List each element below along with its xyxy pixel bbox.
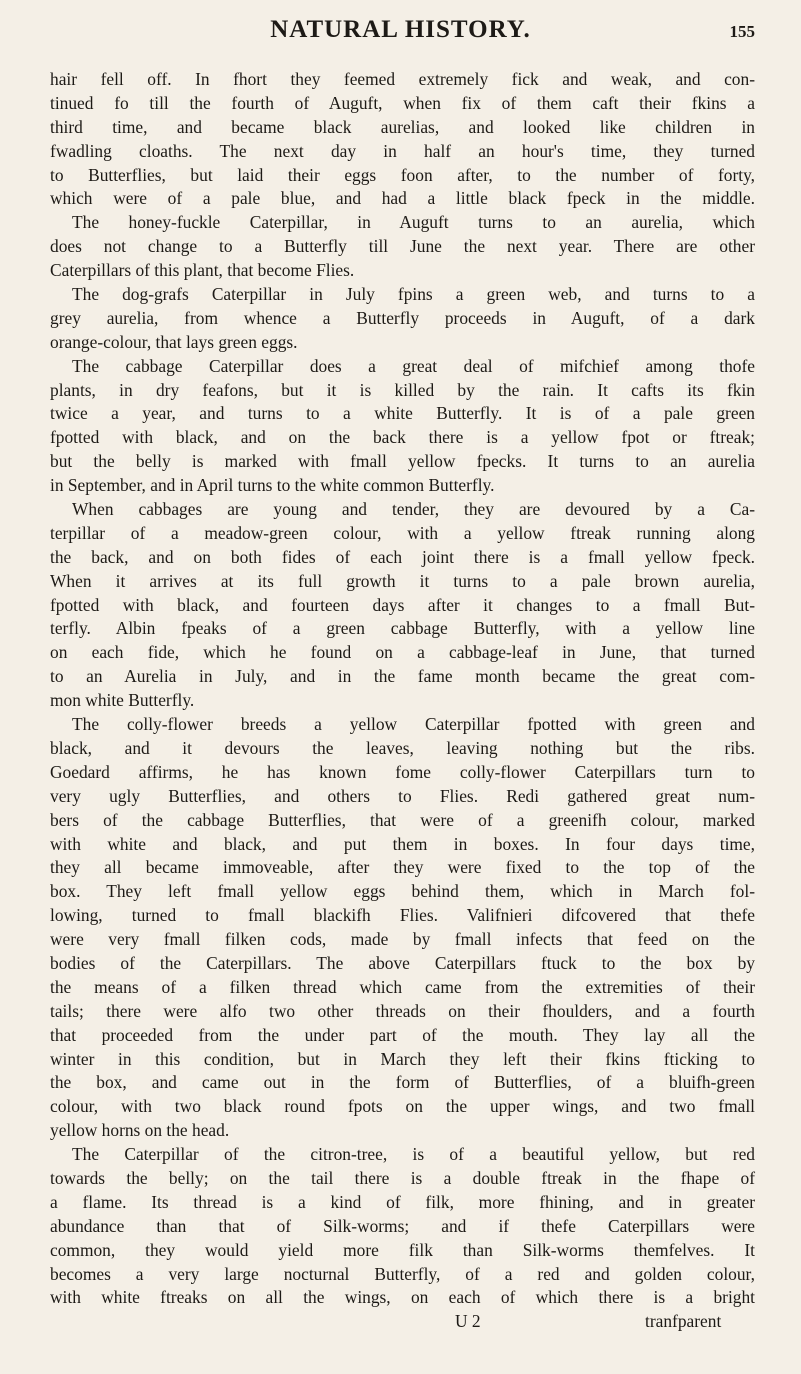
text-line: the box, and came out in the form of Butterflies, of a bluifh-green [50,1072,755,1093]
text-line: When cabbages are young and tender, they are devoured by a Ca- [72,499,755,520]
text-line: they all became immoveable, after they were fixed to the top of the [50,857,755,878]
text-line: which were of a pale blue, and had a little black fpeck in the middle. [50,188,755,209]
text-line: bers of the cabbage Butterflies, that were of a greenifh colour, marked [50,809,755,830]
text-line: winter in this condition, but in March they left their fkins fticking to [50,1048,755,1069]
text-line: tinued fo till the fourth of Auguft, when fix of them caft their fkins a [50,92,755,113]
text-line: terfly. Albin fpeaks of a green cabbage Butterfly, with a yellow line [50,618,755,639]
text-line: twice a year, and turns to a white Butterfly. It is of a pale green [50,403,755,424]
text-line: fpotted with black, and fourteen days after it changes to a fmall But- [50,594,755,615]
text-line: The Caterpillar of the citron-tree, is of a beautiful yellow, but red [72,1144,755,1165]
text-line: fwadling cloaths. The next day in half an hour's time, they turned [50,140,755,161]
text-line: When it arrives at its full growth it turns to a pale brown aurelia, [50,570,755,591]
text-line: abundance than that of Silk-worms; and if thefe Caterpillars were [50,1215,755,1236]
text-line: that proceeded from the under part of the mouth. They lay all the [50,1024,755,1045]
running-title: NATURAL HISTORY. [270,16,531,43]
text-line: tails; there were alfo two other threads on their fhoulders, and a fourth [50,1000,755,1021]
text-line: orange-colour, that lays green eggs. [50,331,298,352]
text-line: common, they would yield more filk than Silk-worms themfelves. It [50,1239,755,1260]
text-line: box. They left fmall yellow eggs behind them, which in March fol- [50,881,755,902]
text-line: becomes a very large nocturnal Butterfly, of a red and golden colour, [50,1263,755,1284]
text-line: The honey-fuckle Caterpillar, in Auguft turns to an aurelia, which [72,212,755,233]
text-line: hair fell off. In fhort they feemed extremely fick and weak, and con- [50,69,755,89]
text-line: to an Aurelia in July, and in the fame month became the great com- [50,666,755,687]
text-line: Goedard affirms, he has known fome colly-flower Caterpillars turn to [50,761,755,782]
text-line: towards the belly; on the tail there is a double ftreak in the fhape of [50,1167,755,1188]
text-line: with white ftreaks on all the wings, on each of which there is a bright [50,1287,755,1308]
text-line: The colly-flower breeds a yellow Caterpillar fpotted with green and [72,714,755,735]
body-text [50,68,755,1334]
text-line: very ugly Butterflies, and others to Flies. Redi gathered great num- [50,785,755,806]
text-line: were very fmall filken cods, made by fmall infects that feed on the [50,929,755,950]
text-line: grey aurelia, from whence a Butterfly proceeds in Auguft, of a dark [50,307,755,328]
text-line: mon white Butterfly. [50,690,195,711]
running-head [0,16,801,56]
text-line: in September, and in April turns to the white common Butterfly. [50,475,495,496]
text-line: black, and it devours the leaves, leaving nothing but the ribs. [50,737,755,758]
text-line: plants, in dry feafons, but it is killed by the rain. It cafts its fkin [50,379,755,400]
text-line: bodies of the Caterpillars. The above Caterpillars ftuck to the box by [50,952,755,973]
text-line: third time, and became black aurelias, and looked like children in [50,116,755,137]
text-line: fpotted with black, and on the back there is a yellow fpot or ftreak; [50,427,755,448]
text-line: the back, and on both fides of each joint there is a fmall yellow fpeck. [50,546,755,567]
text-line: Caterpillars of this plant, that become Flies. [50,260,355,281]
text-line: colour, with two black round fpots on the upper wings, and two fmall [50,1096,755,1117]
signature-mark: U 2 [455,1311,481,1332]
text-line: does not change to a Butterfly till June the next year. There are other [50,236,755,257]
text-line: terpillar of a meadow-green colour, with a yellow ftreak running along [50,522,755,543]
text-line: with white and black, and put them in boxes. In four days time, [50,833,755,854]
text-line: yellow horns on the head. [50,1120,230,1141]
page-footer-line [50,1310,755,1334]
page-number: 155 [729,22,755,41]
text-line: but the belly is marked with fmall yellow fpecks. It turns to an aurelia [50,451,755,472]
text-line: lowing, turned to fmall blackifh Flies. Valifnieri difcovered that thefe [50,905,755,926]
text-line: The cabbage Caterpillar does a great deal of mifchief among thofe [72,355,755,376]
text-line: The dog-grafs Caterpillar in July fpins a green web, and turns to a [72,284,755,305]
text-line: on each fide, which he found on a cabbage-leaf in June, that turned [50,642,755,663]
text-line: the means of a filken thread which came from the extremities of their [50,976,755,997]
text-line: to Butterflies, but laid their eggs foon after, to the number of forty, [50,164,755,185]
text-line: a flame. Its thread is a kind of filk, more fhining, and in greater [50,1191,755,1212]
catchword: tranfparent [645,1311,722,1332]
